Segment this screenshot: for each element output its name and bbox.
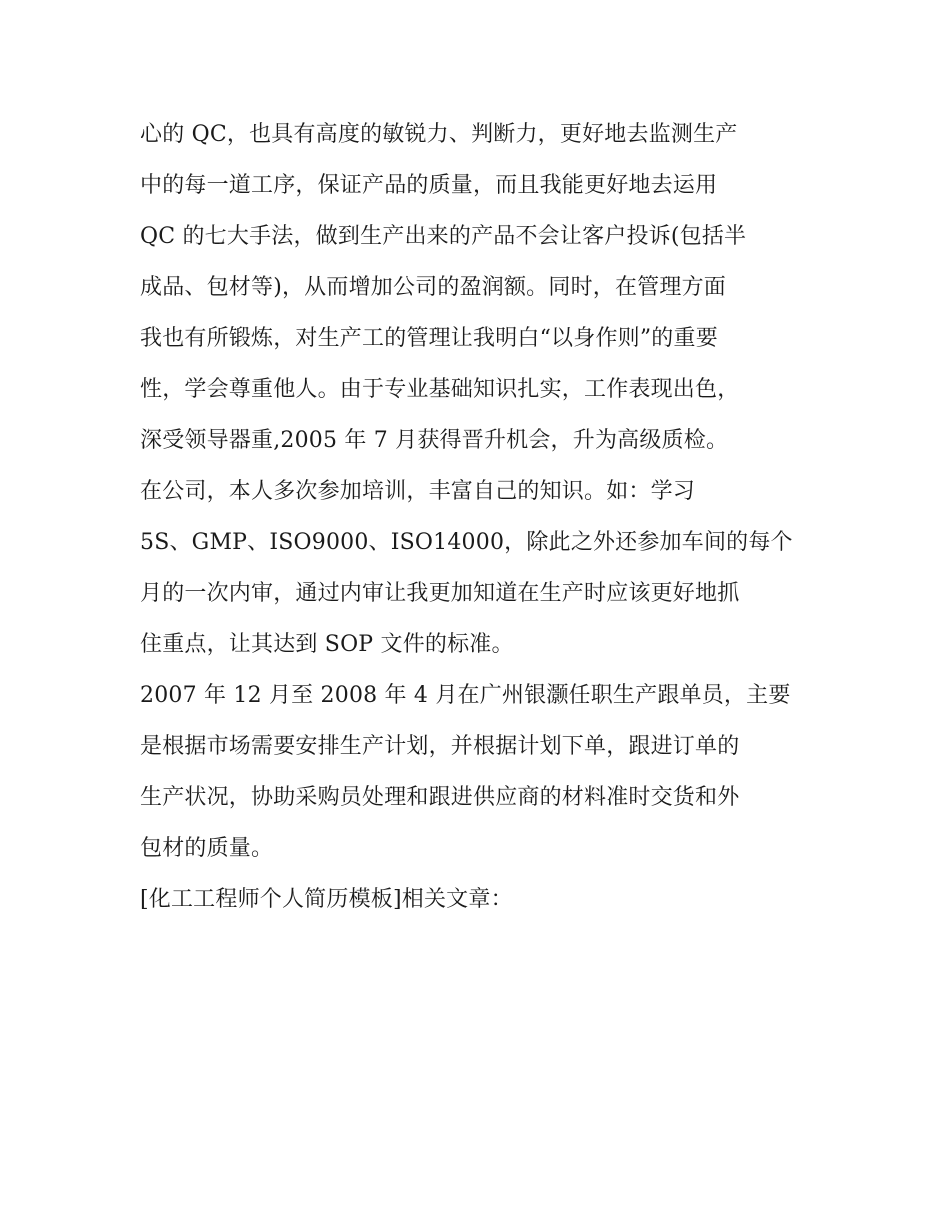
text-line: 深受领导器重,2005 年 7 月获得晋升机会，升为高级质检。: [140, 428, 729, 453]
text-line: 2007 年 12 月至 2008 年 4 月在广州银灏任职生产跟单员，主要: [140, 683, 791, 708]
text-line: 成品、包材等)，从而增加公司的盈润额。同时，在管理方面: [140, 275, 726, 300]
document-body: [140, 109, 820, 925]
text-line: 月的一次内审，通过内审让我更加知道在生产时应该更好地抓: [140, 581, 740, 606]
text-line: QC 的七大手法，做到生产出来的产品不会让客户投诉(包括半: [140, 224, 747, 249]
text-line: 在公司，本人多次参加培训，丰富自己的知识。如：学习: [140, 479, 696, 504]
text-line: 中的每一道工序，保证产品的质量，而且我能更好地去运用: [140, 173, 718, 198]
text-line: 是根据市场需要安排生产计划，并根据计划下单，跟进订单的: [140, 734, 740, 759]
text-line: 性，学会尊重他人。由于专业基础知识扎实，工作表现出色，: [140, 377, 740, 402]
text-line: 住重点，让其达到 SOP 文件的标准。: [140, 632, 514, 657]
text-line: 生产状况，协助采购员处理和跟进供应商的材料准时交货和外: [140, 785, 740, 810]
text-line: 我也有所锻炼，对生产工的管理让我明白“以身作则”的重要: [140, 326, 718, 351]
text-line: 心的 QC，也具有高度的敏锐力、判断力，更好地去监测生产: [140, 122, 738, 147]
text-line: 包材的质量。: [140, 836, 274, 861]
text-line: 5S、GMP、ISO9000、ISO14000，除此之外还参加车间的每个: [140, 530, 793, 555]
related-articles-heading[interactable]: [化工工程师个人简历模板]相关文章：: [140, 887, 513, 912]
